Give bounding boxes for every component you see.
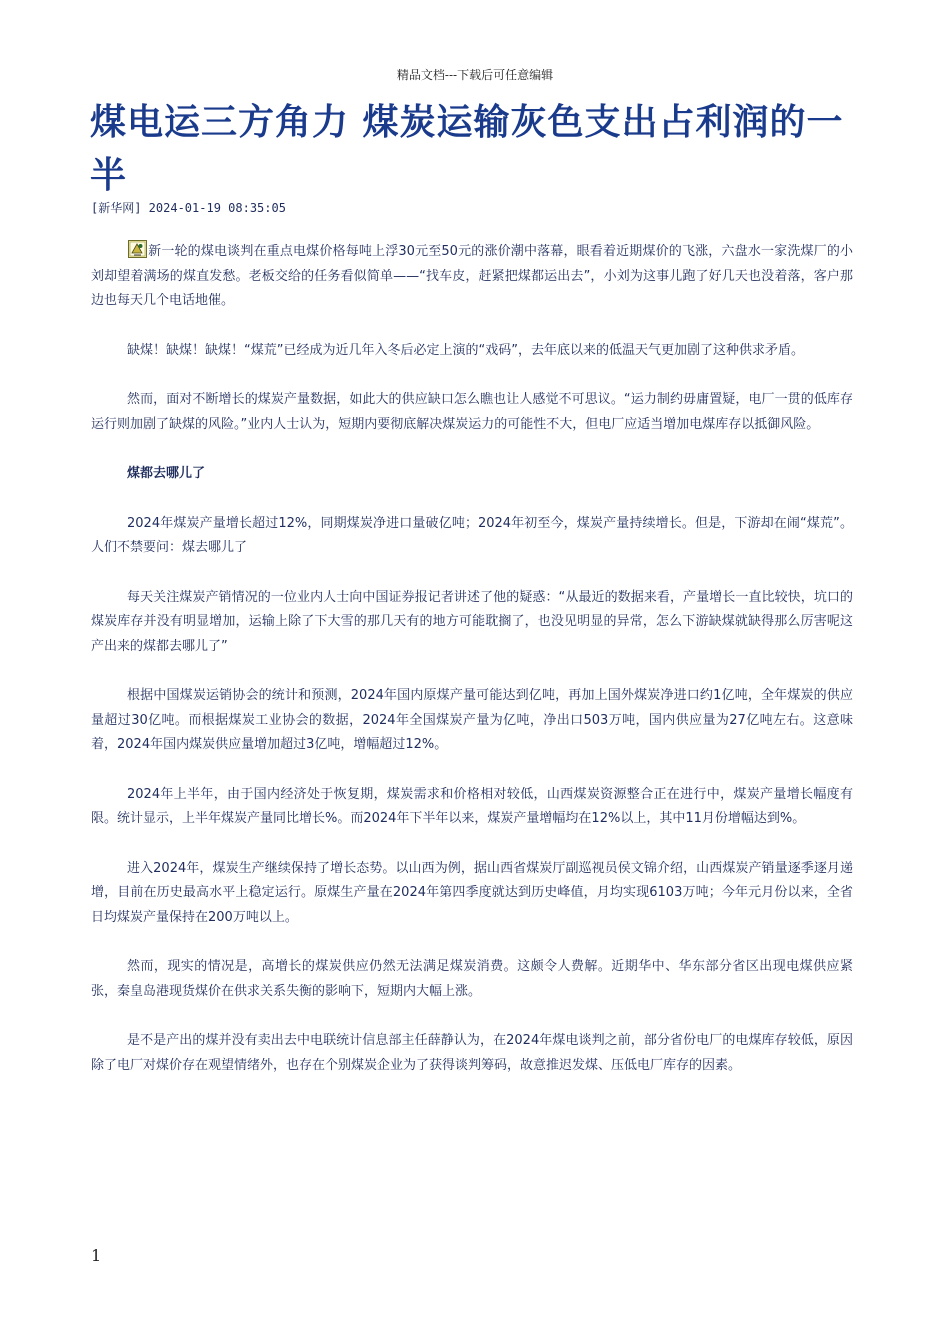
article-body [91,240,853,1103]
article-paragraph: 缺煤！缺煤！缺煤！“煤荒”已经成为近几年入冬后必定上演的“戏码”，去年底以来的低温天气更加剧了这种供求矛盾。 [127,342,804,358]
news-image-icon [128,240,147,258]
page-number: 1 [91,1246,102,1265]
article-paragraph: 进入2024年，煤炭生产继续保持了增长态势。以山西为例，据山西省煤炭厅副巡视员侯文锦介绍，山西煤炭产销量逐季逐月递增，目前在历史最高水平上稳定运行。原煤生产量在2024年第四季度就达到历史峰值，月均实现6103万吨；今年元月份以来，全省日均煤炭产量保持在200万吨以上。 [91,860,853,925]
article-paragraph: 根据中国煤炭运销协会的统计和预测，2024年国内原煤产量可能达到亿吨，再加上国外煤炭净进口约1亿吨，全年煤炭的供应量超过30亿吨。而根据煤炭工业协会的数据，2024年全国煤炭产量为亿吨，净出口503万吨，国内供应量为27亿吨左右。这意味着，2024年国内煤炭供应量增加超过3亿吨，增幅超过12%。 [91,688,853,752]
article-source-date: [新华网] 2024-01-19 08:35:05 [91,201,286,215]
section-heading: 煤都去哪儿了 [127,466,206,481]
article-paragraph: 然而，现实的情况是，高增长的煤炭供应仍然无法满足煤炭消费。这颇令人费解。近期华中、华东部分省区出现电煤供应紧张，秦皇岛港现货煤价在供求关系失衡的影响下，短期内大幅上涨。 [91,959,853,999]
article-paragraph: 是不是产出的煤并没有卖出去中电联统计信息部主任薛静认为，在2024年煤电谈判之前，部分省份电厂的电煤库存较低，原因除了电厂对煤价存在观望情绪外，也存在个别煤炭企业为了获得谈判筹码，故意推迟发煤、压低电厂库存的因素。 [91,1033,853,1073]
article-paragraph: 每天关注煤炭产销情况的一位业内人士向中国证券报记者讲述了他的疑惑：“从最近的数据来看，产量增长一直比较快，坑口的煤炭库存并没有明显增加，运输上除了下大雪的那几天有的地方可能耽搁了，也没见明显的异常，怎么下游缺煤就缺得那么厉害呢这产出来的煤都去哪儿了” [91,589,853,654]
article-paragraph: 2024年煤炭产量增长超过12%，同期煤炭净进口量破亿吨；2024年初至今，煤炭产量持续增长。但是，下游却在闹“煤荒”。人们不禁要问：煤去哪儿了 [91,515,853,555]
article-paragraph: 2024年上半年，由于国内经济处于恢复期，煤炭需求和价格相对较低，山西煤炭资源整合正在进行中，煤炭产量增长幅度有限。统计显示，上半年煤炭产量同比增长%。而2024年下半年以来，煤炭产量增幅均在12%以上，其中11月份增幅达到%。 [91,786,853,826]
article-title: 煤电运三方角力 煤炭运输灰色支出占利润的一半 [90,102,844,196]
article-paragraph: 然而，面对不断增长的煤炭产量数据，如此大的供应缺口怎么瞧也让人感觉不可思议。“运力制约毋庸置疑，电厂一贯的低库存运行则加剧了缺煤的风险。”业内人士认为，短期内要彻底解决煤炭运力的可能性不大，但电厂应适当增加电煤库存以抵御风险。 [91,392,853,432]
page-header: 精品文档---下载后可任意编辑 [396,68,554,82]
article-paragraph: 新一轮的煤电谈判在重点电煤价格每吨上浮30元至50元的涨价潮中落幕，眼看着近期煤价的飞涨，六盘水一家洗煤厂的小刘却望着满场的煤直发愁。老板交给的任务看似简单——“找车皮，赶紧把煤都运出去”，小刘为这事儿跑了好几天也没着落，客户那边也每天几个电话地催。 [91,240,853,314]
